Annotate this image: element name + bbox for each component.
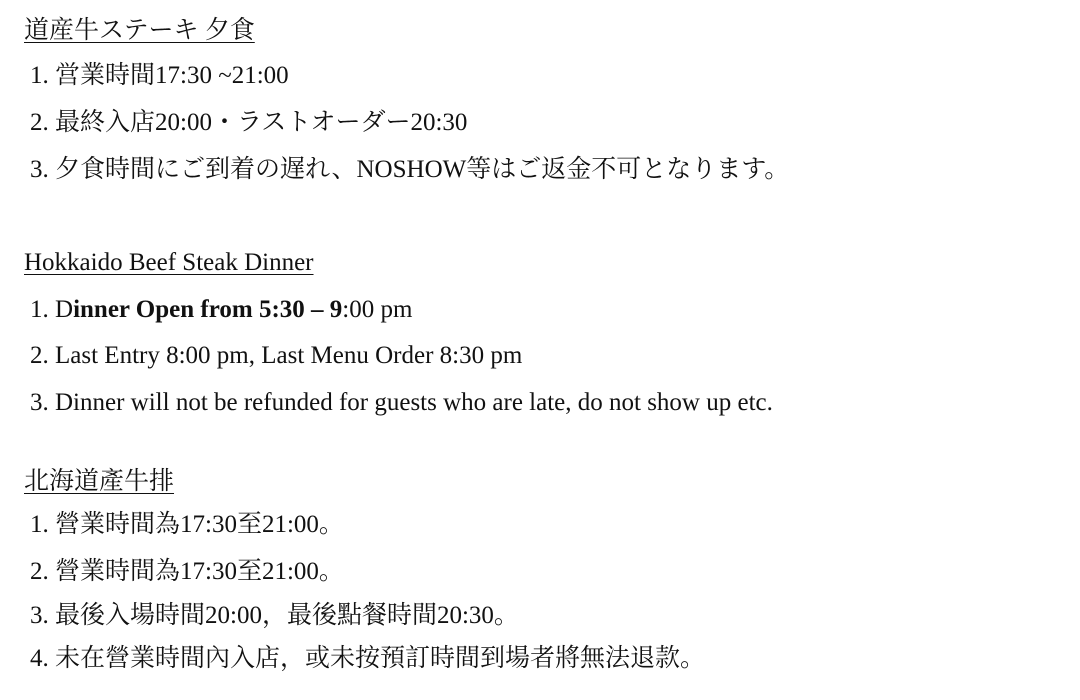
list-item: 2. 最終入店20:00・ラストオーダー20:30 [30,109,468,136]
list-item: 3. 夕食時間にご到着の遅れ、NOSHOW等はご返金不可となります。 [30,156,790,183]
section-title-english: Hokkaido Beef Steak Dinner [24,249,314,276]
section-title-chinese: 北海道產牛排 [24,468,175,495]
list-item [30,295,412,325]
list-item-bold-text: inner Open from 5:30 – 9 [73,296,343,323]
section-title-japanese: 道産牛ステーキ 夕食 [24,17,255,44]
list-item: 2. 營業時間為17:30至21:00。 [30,558,344,585]
list-item: 2. Last Entry 8:00 pm, Last Menu Order 8:30 pm [30,342,523,369]
list-item: 1. 營業時間為17:30至21:00。 [30,511,344,538]
list-item-suffix: :00 pm [342,296,413,323]
list-item-prefix: 1. D [30,296,74,323]
list-item: 3. Dinner will not be refunded for guests who are late, do not show up etc. [30,389,773,416]
list-item: 4. 未在營業時間內入店，或未按預訂時間到場者將無法退款。 [30,645,706,672]
list-item: 1. 営業時間17:30 ~21:00 [30,62,289,89]
list-item: 3. 最後入場時間20:00，最後點餐時間20:30。 [30,602,519,629]
